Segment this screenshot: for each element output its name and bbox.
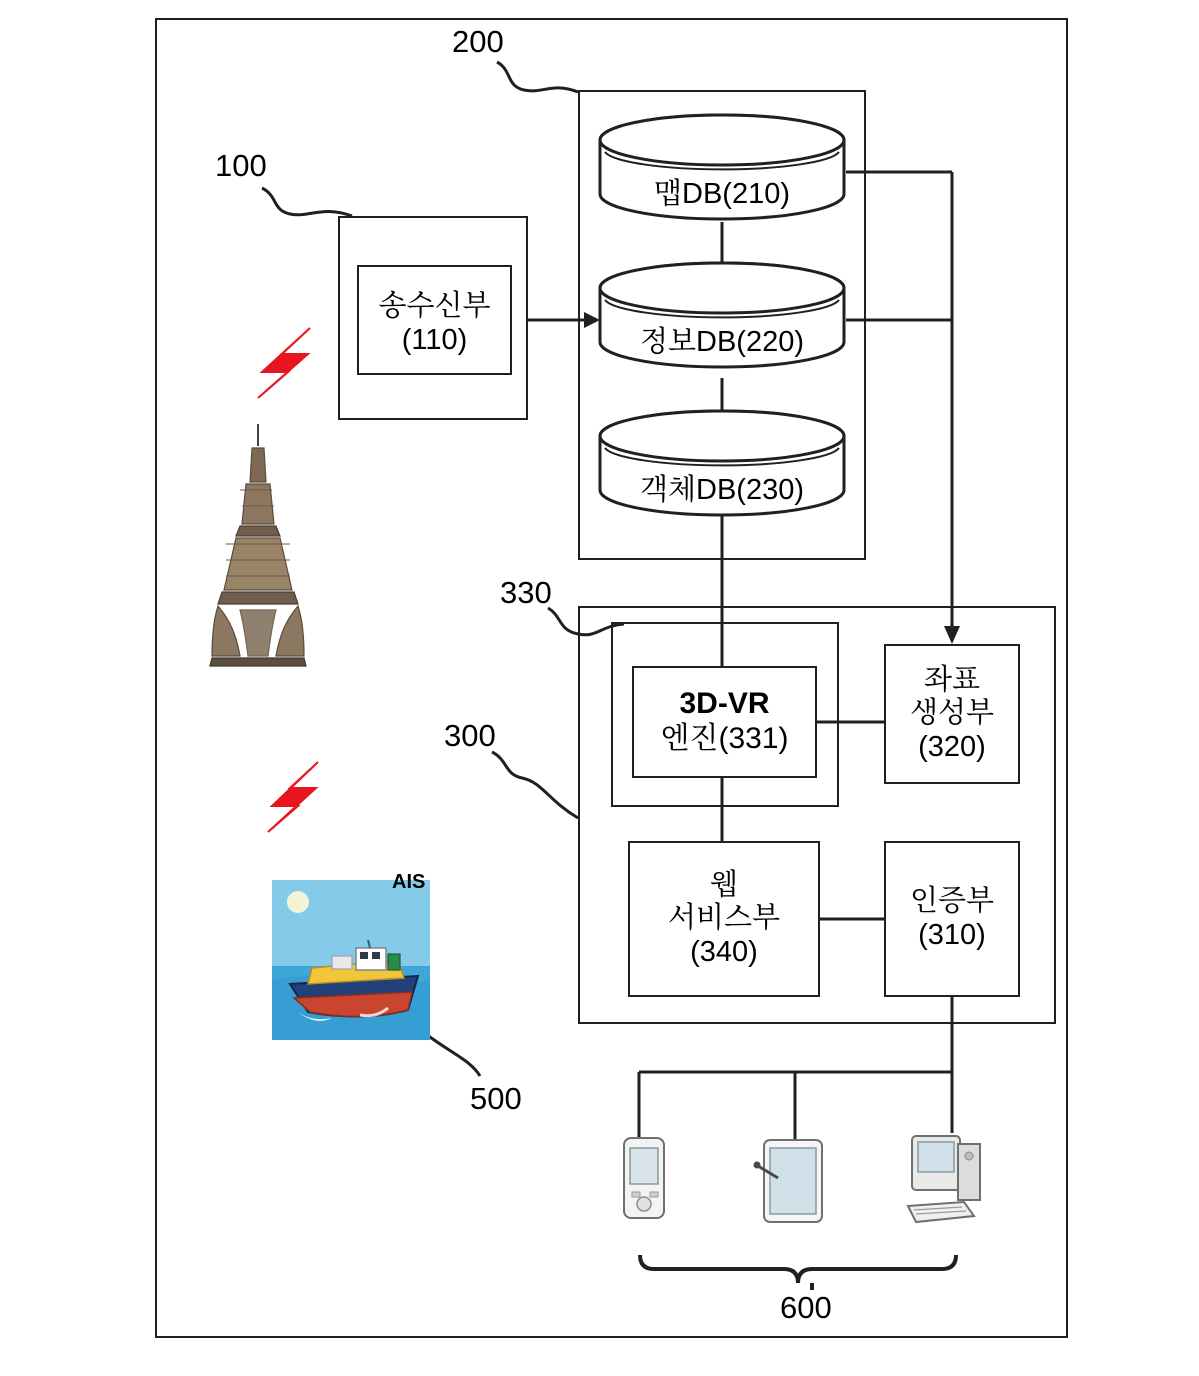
- ref-label-300: 300: [444, 718, 496, 753]
- transceiver-outer-box: [338, 216, 528, 420]
- web-service-line2: 서비스부: [667, 902, 781, 935]
- ref-label-100: 100: [215, 148, 267, 183]
- web-service-box: [628, 841, 820, 997]
- desktop-computer-icon: [908, 1136, 980, 1222]
- coordinate-generator-line2: 생성부: [909, 697, 995, 730]
- authentication-line2: (310): [918, 919, 986, 951]
- eiffel-tower-image: [196, 420, 320, 672]
- mobile-phone-icon: [624, 1138, 664, 1218]
- ref-label-330: 330: [500, 575, 552, 610]
- map-db-cylinder: [597, 112, 847, 222]
- coordinate-generator-line3: (320): [918, 730, 986, 763]
- web-service-line3: (340): [690, 935, 758, 968]
- info-db-label: 정보DB(220): [639, 326, 804, 358]
- coordinate-generator-line1: 좌표: [923, 663, 981, 696]
- object-db-label: 객체DB(230): [639, 474, 804, 506]
- transceiver-label-line1: 송수신부: [378, 290, 491, 322]
- info-db-cylinder: [597, 260, 847, 370]
- authentication-line1: 인증부: [909, 885, 995, 918]
- map-db-label: 맵DB(210): [654, 178, 790, 210]
- ref-label-600: 600: [780, 1290, 832, 1325]
- ais-label: AIS: [392, 871, 426, 893]
- web-service-line1: 웹: [709, 868, 738, 901]
- transceiver-label-line2: (110): [401, 324, 468, 356]
- coordinate-generator-box: [884, 644, 1020, 784]
- vr-engine-box: [632, 666, 817, 778]
- object-db-cylinder: [597, 408, 847, 518]
- ref-label-500: 500: [470, 1081, 522, 1116]
- transceiver-box: [357, 265, 512, 375]
- tablet-icon: [754, 1140, 823, 1222]
- authentication-box: [884, 841, 1020, 997]
- vr-engine-label-line1: 3D-VR: [679, 687, 770, 721]
- ref-label-200: 200: [452, 24, 504, 59]
- cargo-ship-image: [272, 880, 430, 1040]
- vr-engine-label-line2: 엔진(331): [660, 722, 789, 755]
- client-devices-group: [612, 1130, 1002, 1250]
